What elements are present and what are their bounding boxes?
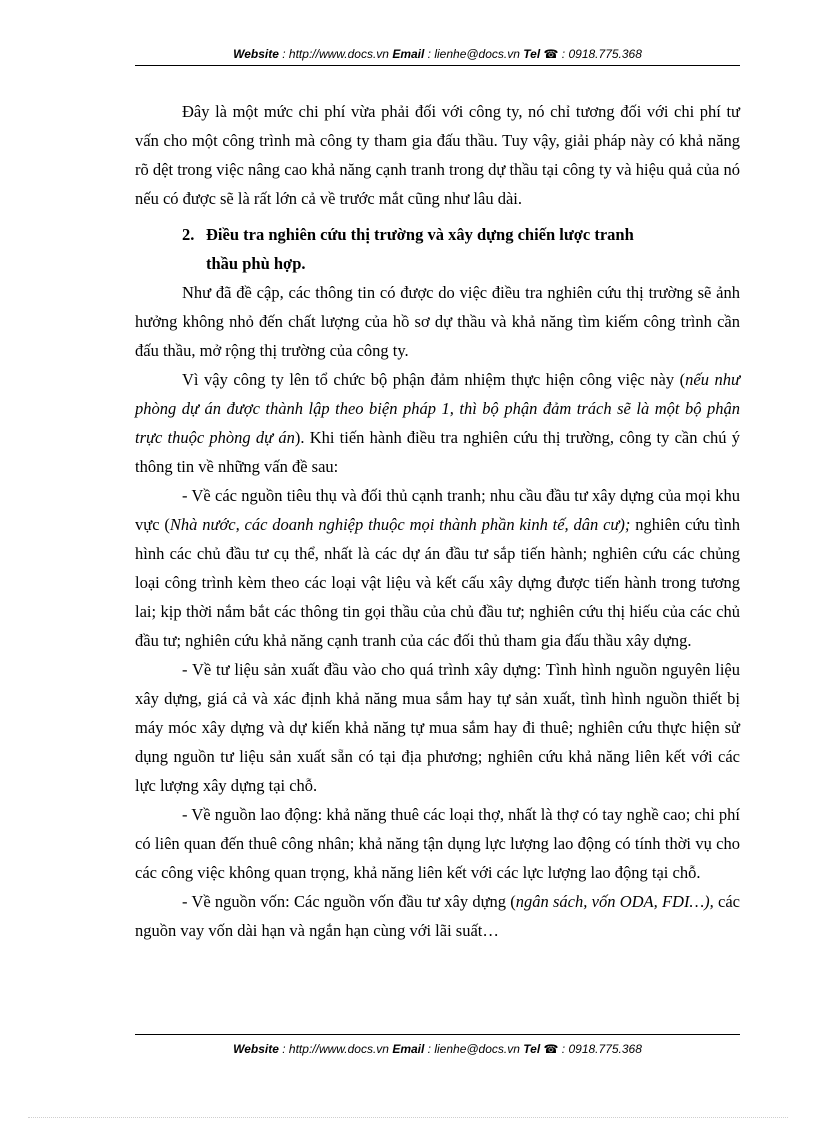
phone-icon: ☎ [543,47,559,61]
header-tel-value: 0918.775.368 [568,47,642,61]
paragraph-capital: - Về nguồn vốn: Các nguồn vốn đầu tư xây dựng (ngân sách, vốn ODA, FDI…), các nguồn vay vốn dài hạn và ngắn hạn cùng với lãi suất… [135,892,740,940]
footer-tel-label: Tel [523,1042,541,1056]
footer-email-label: Email [392,1042,425,1056]
header-tel-label: Tel [523,47,541,61]
section-number: 2. [182,225,195,244]
phone-icon: ☎ [543,1042,559,1056]
page-footer: Website : http://www.docs.vn Email : lienhe@docs.vn Tel ☎ : 0918.775.368 [233,1042,642,1056]
section-title-line2: thầu phù hợp. [206,254,306,273]
footer-website-label: Website [233,1042,279,1056]
header-email-link[interactable]: lienhe@docs.vn [434,47,520,61]
page-header: Website : http://www.docs.vn Email : lienhe@docs.vn Tel ☎ : 0918.775.368 [233,47,642,61]
paragraph-cost: Đây là một mức chi phí vừa phải đối với công ty, nó chỉ tương đối với chi phí tư vấn cho một công trình mà công ty tham gia đấu thầu. Tuy vậy, giải pháp này có khả năng rõ dệt trong việc nâng cao khả năng cạnh tranh trong dự thầu tại công ty và hiệu quả của nó nếu có được sẽ là rất lớn cả về trước mắt cũng như lâu dài. [135,102,740,208]
section-title-line1: Điều tra nghiên cứu thị trường và xây dựng chiến lược tranh [206,225,634,244]
page-edge-dotted-line [28,1117,788,1118]
header-website-label: Website [233,47,279,61]
paragraph-demand: - Về các nguồn tiêu thụ và đối thủ cạnh tranh; nhu cầu đầu tư xây dựng của mọi khu vực (Nhà nước, các doanh nghiệp thuộc mọi thành phần kinh tế, dân cư); nghiên cứu tình hình các chủ đầu tư cụ thể, nhất là các dự án đầu tư sắp tiến hành; nghiên cứu các chủng loại công trình kèm theo các loại vật liệu và kết cấu xây dựng được tiến hành trong tương lai; kịp thời nắm bắt các thông tin gọi thầu của chủ đầu tư; nghiên cứu thị hiếu của các chủ đầu tư; nghiên cứu khả năng cạnh tranh của các đối thủ tham gia đấu thầu xây dựng. [135,486,741,650]
header-email-label: Email [392,47,425,61]
document-body [135,97,740,945]
paragraph-intro: Như đã đề cập, các thông tin có được do việc điều tra nghiên cứu thị trường sẽ ảnh hưởng không nhỏ đến chất lượng của hồ sơ dự thầu và khả năng tìm kiếm công trình cần đấu thầu, mở rộng thị trường của công ty. [135,283,740,360]
section-heading [135,220,740,278]
footer-website-link[interactable]: http://www.docs.vn [288,1042,389,1056]
footer-divider [135,1034,740,1035]
footer-email-link[interactable]: lienhe@docs.vn [434,1042,520,1056]
paragraph-materials: - Về tư liệu sản xuất đầu vào cho quá trình xây dựng: Tình hình nguồn nguyên liệu xây dựng, giá cả và xác định khả năng mua sắm hay tự sản xuất, tình hình nguồn thiết bị máy móc xây dựng và dự kiến khả năng tự mua sắm hay đi thuê; nghiên cứu thực hiện sử dụng nguồn tư liệu sản xuất sẵn có tại địa phương; nghiên cứu khả năng liên kết với các lực lượng xây dựng tại chỗ. [135,660,740,795]
header-website-link[interactable]: http://www.docs.vn [288,47,389,61]
paragraph-organization: Vì vậy công ty lên tổ chức bộ phận đảm nhiệm thực hiện công việc này (nếu như phòng dự án được thành lập theo biện pháp 1, thì bộ phận đảm trách sẽ là một bộ phận trực thuộc phòng dự án). Khi tiến hành điều tra nghiên cứu thị trường, công ty cần chú ý thông tin về những vấn đề sau: [135,370,740,476]
header-divider [135,65,740,66]
paragraph-labor: - Về nguồn lao động: khả năng thuê các loại thợ, nhất là thợ có tay nghề cao; chi phí có liên quan đến thuê công nhân; khả năng tận dụng lực lượng lao động có tính thời vụ cho các công việc không quan trọng, khả năng liên kết với các lực lượng lao động tại chỗ. [135,805,740,882]
footer-tel-value: 0918.775.368 [568,1042,642,1056]
